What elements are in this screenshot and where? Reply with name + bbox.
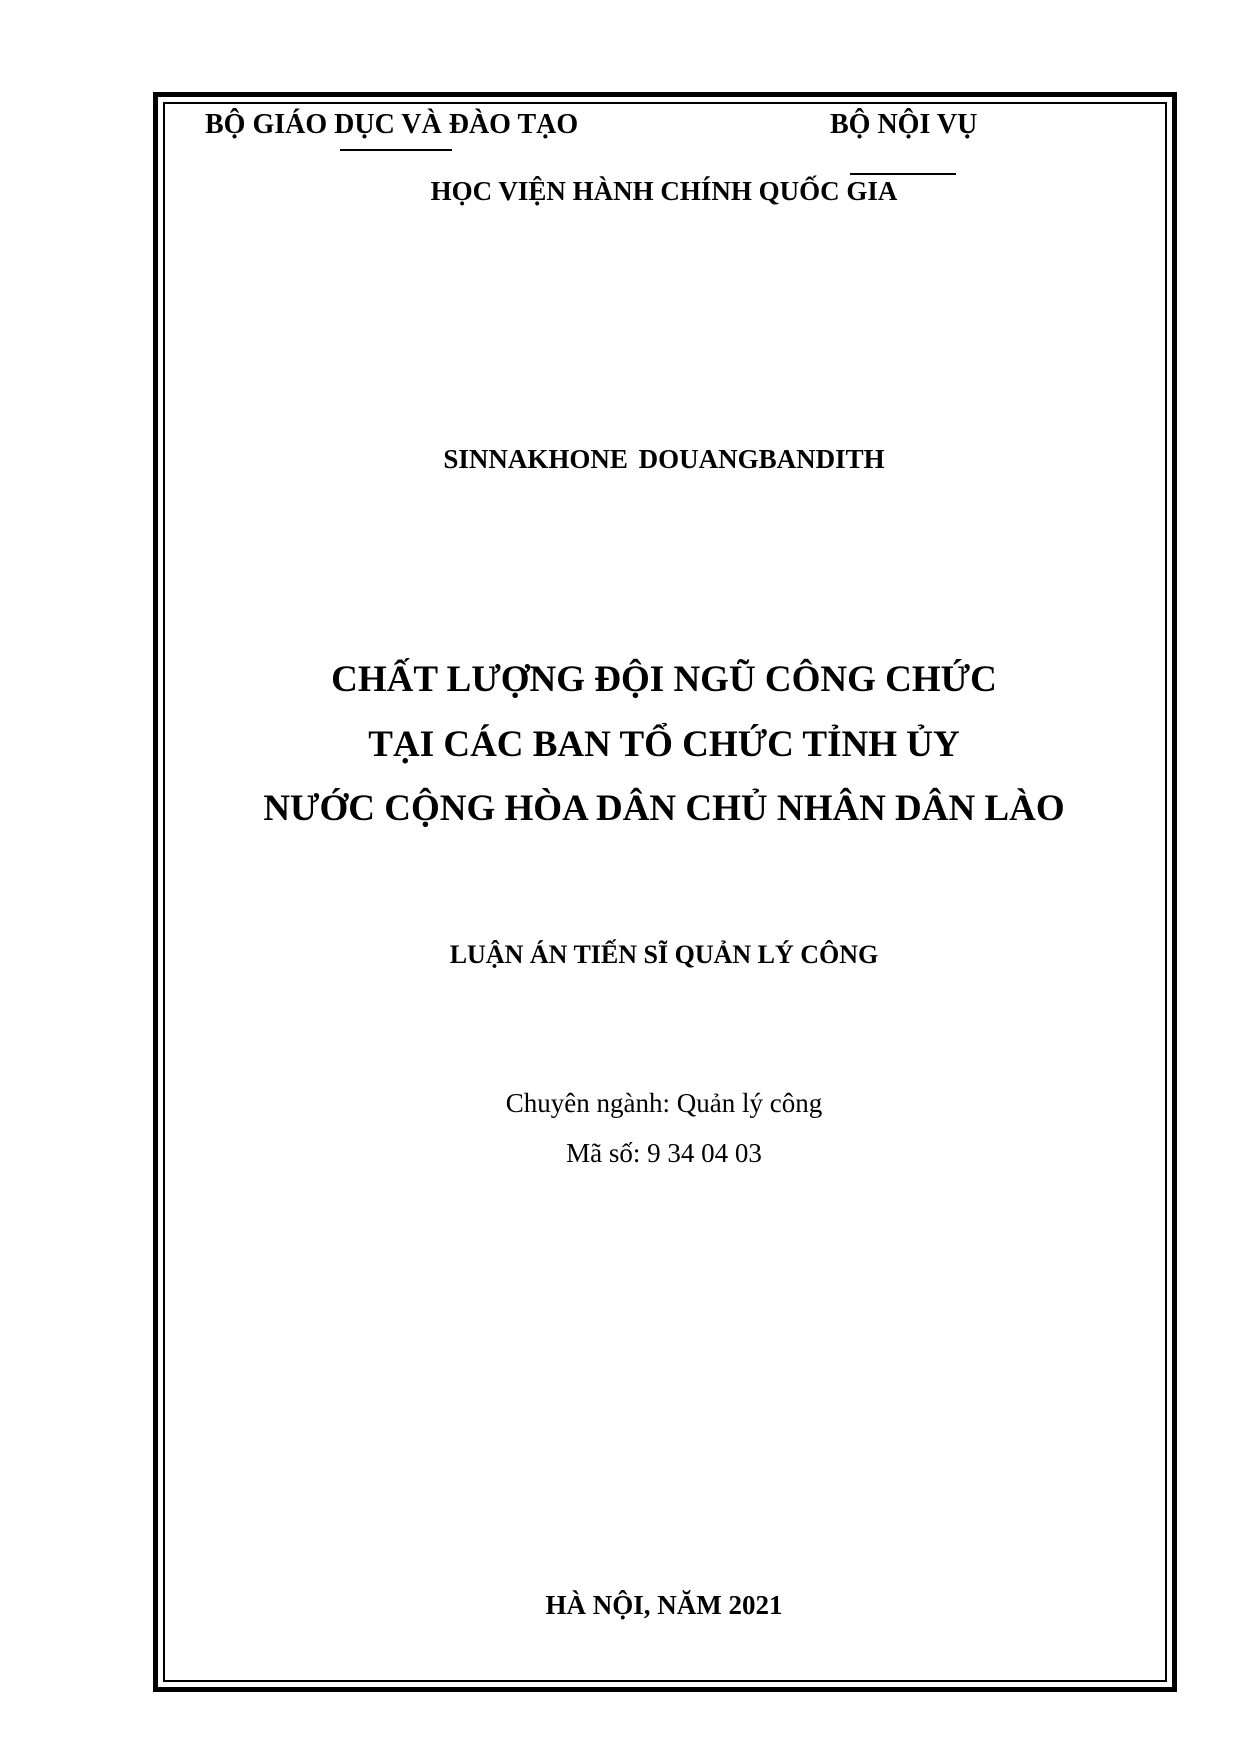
title-line-1: CHẤT LƯỢNG ĐỘI NGŨ CÔNG CHỨC [331,659,997,700]
title-line-3: NƯỚC CỘNG HÒA DÂN CHỦ NHÂN DÂN LÀO [263,788,1065,829]
academy-name: HỌC VIỆN HÀNH CHÍNH QUỐC GIA [430,176,898,206]
author-name: SINNAKHONE DOUANGBANDITH [443,444,885,474]
ministry-right: BỘ NỘI VỤ [830,109,978,140]
inner-border [163,102,1167,1682]
title-line-2: TẠI CÁC BAN TỔ CHỨC TỈNH ỦY [368,724,960,765]
specialization: Chuyên ngành: Quản lý công [505,1088,823,1118]
place-year: HÀ NỘI, NĂM 2021 [545,1590,783,1620]
specialization-code: Mã số: 9 34 04 03 [566,1138,762,1168]
ministry-left: BỘ GIÁO DỤC VÀ ĐÀO TẠO [205,109,579,140]
underline-right [850,173,956,175]
underline-left [340,149,452,151]
degree-type: LUẬN ÁN TIẾN SĨ QUẢN LÝ CÔNG [449,940,879,969]
